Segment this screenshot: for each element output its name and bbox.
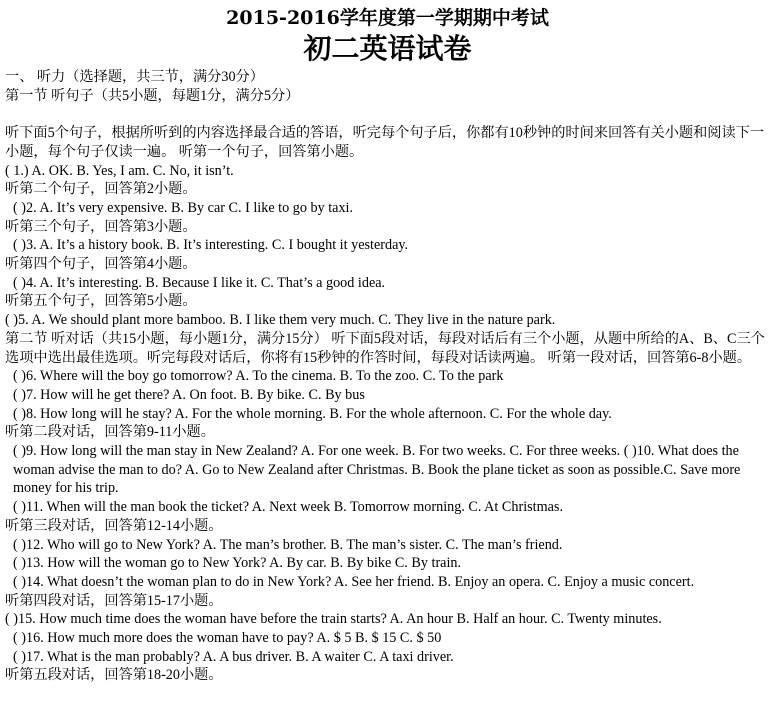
- listening-prompt: 听第二个句子，回答第2小题。: [5, 181, 197, 198]
- exam-title: 2015-2016学年度第一学期期中考试: [226, 7, 549, 29]
- exam-body: [5, 68, 767, 685]
- instructions-paragraph: 听下面5个句子，根据所听到的内容选择最合适的答语，听完每个句子后，你都有10秒钟的时间来回答有关小题和阅读下一小题，每个句子仅读一遍。 听第一个句子，回答第小题。: [5, 125, 765, 160]
- question-line: ( )3. A. It’s a history book. B. It’s interesting. C. I bought it yesterday.: [13, 237, 409, 254]
- question-paragraph: ( )9. How long will the man stay in New Zealand? A. For one week. B. For two weeks. C. For three weeks. ( )10. What does the woman advise the man to do? A. Go to New Zealand after Christmas. B. Book the plane ticket as soon as possible.C. Save more money for his trip.: [13, 443, 741, 497]
- listening-prompt: 听第五个句子，回答第5小题。: [5, 293, 197, 310]
- question-line: ( )12. Who will go to New York? A. The man’s brother. B. The man’s sister. C. The man’s friend.: [13, 536, 563, 553]
- question-line: ( )11. When will the man book the ticket? A. Next week B. Tomorrow morning. C. At Christmas.: [13, 499, 564, 516]
- question-line: ( )6. Where will the boy go tomorrow? A. To the cinema. B. To the zoo. C. To the park: [13, 368, 504, 385]
- question-line: ( )16. How much more does the woman have to pay? A. $ 5 B. $ 15 C. $ 50: [13, 630, 442, 647]
- listening-prompt: 听第四个句子，回答第4小题。: [5, 256, 197, 273]
- listening-prompt: 听第四段对话，回答第15-17小题。: [5, 592, 223, 609]
- question-line: ( )5. A. We should plant more bamboo. B. I like them very much. C. They live in the nature park.: [5, 312, 556, 329]
- section-heading: 一、 听力（选择题，共三节，满分30分）: [5, 69, 264, 85]
- part-heading: 第一节 听句子（共5小题，每题1分，满分5分）: [5, 87, 300, 104]
- listening-prompt: 听第五段对话，回答第18-20小题。: [5, 667, 223, 684]
- question-line: ( )8. How long will he stay? A. For the whole morning. B. For the whole afternoon. C. For the whole day.: [13, 405, 612, 422]
- question-line: ( )2. A. It’s very expensive. B. By car C. I like to go by taxi.: [13, 199, 354, 216]
- part-two-paragraph: 第二节 听对话（共15小题，每小题1分，满分15分） 听下面5段对话，每段对话后有三个小题，从题中所给的A、B、C三个选项中选出最佳选项。听完每段对话后，你将有15秒钟的作答时间，每段对话读两遍。 听第一段对话，回答第6-8小题。: [5, 330, 765, 366]
- exam-subtitle: 初二英语试卷: [303, 32, 472, 65]
- listening-prompt: 听第三个句子，回答第3小题。: [5, 218, 197, 235]
- question-line: ( )4. A. It’s interesting. B. Because I like it. C. That’s a good idea.: [13, 274, 386, 291]
- listening-prompt: 听第三段对话，回答第12-14小题。: [5, 517, 223, 534]
- question-line: ( )7. How will he get there? A. On foot. B. By bike. C. By bus: [13, 386, 365, 403]
- listening-prompt: 听第二段对话，回答第9-11小题。: [5, 424, 215, 441]
- question-line: ( )15. How much time does the woman have before the train starts? A. An hour B. Half an hour. C. Twenty minutes.: [5, 611, 662, 628]
- question-line: ( )13. How will the woman go to New York? A. By car. B. By bike C. By train.: [13, 555, 462, 572]
- question-line: ( )17. What is the man probably? A. A bus driver. B. A waiter C. A taxi driver.: [13, 648, 454, 665]
- question-line: ( 1.) A. OK. B. Yes, I am. C. No, it isn’t.: [5, 162, 234, 179]
- question-paragraph: ( )14. What doesn’t the woman plan to do in New York? A. See her friend. B. Enjoy an opera. C. Enjoy a music concert.: [13, 573, 695, 590]
- blank-line: [5, 105, 767, 124]
